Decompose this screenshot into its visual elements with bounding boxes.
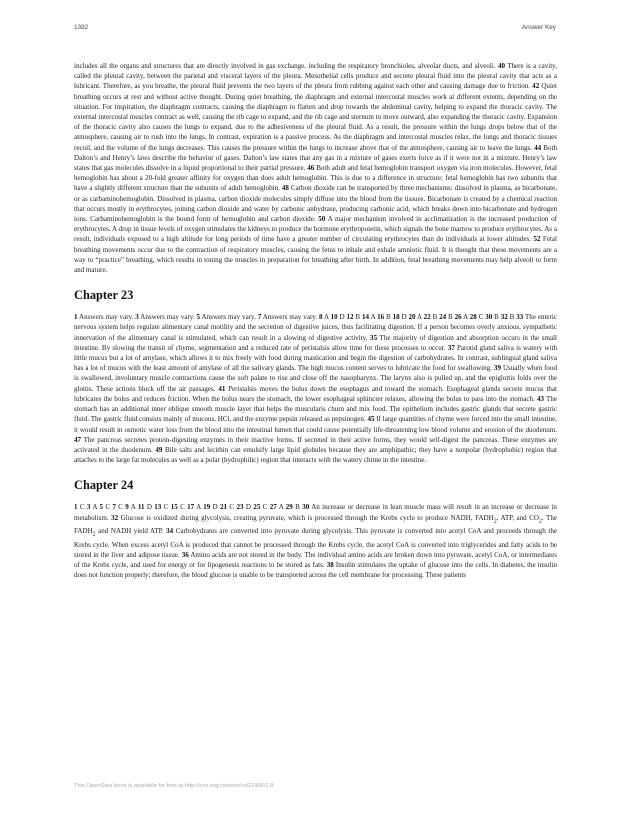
answer-text: Answers may vary.: [138, 313, 197, 322]
answer-number: 30: [302, 503, 310, 512]
answer-number: 7: [257, 313, 262, 322]
answer-number: 40: [497, 62, 505, 70]
answer-text: The enteric nervous system helps regulate alimentary canal motility and the secretion of digestive juices, thus facilitating digestion. If a person becomes overly anxious, sympathetic innervation of the alimentary canal is stimulated, which can result in a slowing of digestive activity.: [74, 313, 557, 342]
chapter-23-heading: Chapter 23: [74, 288, 134, 303]
answer-number: 34: [166, 527, 174, 536]
answer-number: 26: [454, 313, 462, 322]
answer-text: B: [353, 313, 362, 322]
answer-number: 33: [516, 313, 524, 322]
answer-number: 23: [236, 503, 244, 512]
chapter-23-answers: [74, 312, 557, 465]
answer-number: 14: [361, 313, 370, 322]
answer-text: D: [243, 503, 254, 512]
answer-number: 45: [367, 415, 375, 424]
answer-number: 15: [170, 503, 178, 512]
answer-text: Bile salts and lecithin can emulsify large lipid globules because they are amphipathic; they have a nonpolar (hydrophobic) region that attaches to the large fat molecules as well as a polar (hydrophilic) region that interacts with the watery chime in the intestine.: [74, 445, 557, 465]
running-title: Answer Key: [521, 24, 556, 31]
answer-number: 32: [111, 513, 119, 522]
answer-number: 44: [534, 143, 542, 152]
answer-text: B: [384, 313, 393, 322]
answer-number: 22: [423, 313, 431, 322]
subscript: 2: [92, 531, 96, 538]
answer-text: C: [77, 503, 87, 512]
answer-number: 42: [532, 82, 540, 91]
answer-number: 19: [203, 503, 211, 512]
answer-number: 43: [536, 394, 545, 403]
answer-number: 36: [181, 550, 189, 559]
answer-number: 5: [99, 503, 103, 512]
answer-text: D: [144, 503, 155, 512]
answer-text: C: [102, 503, 113, 512]
answer-text: C: [227, 503, 237, 512]
answer-text: B: [492, 313, 501, 322]
answer-text: . The FADH: [74, 513, 557, 536]
answer-number: 52: [533, 235, 541, 244]
answer-number: 48: [281, 184, 289, 193]
answer-text: Peristalsis moves the bolus down the esophagus and toward the stomach. Esophageal glands secrete mucus that lubricates the bolus and reduces friction. When the bolus nears the stomach, the lower esophageal sphincter relaxes, allowing the bolus to pass into the stomach.: [74, 384, 558, 403]
answer-number: 20: [408, 313, 416, 322]
answer-text: Answers may vary.: [77, 313, 136, 322]
answer-text: C: [260, 503, 270, 512]
answer-text: includes all the organs and structures that are directly involved in gas exchange, including the respiratory bronchioles, alveolar ducts, and alveoli.: [74, 62, 498, 70]
answer-number: 28: [469, 313, 477, 322]
answer-number: 39: [493, 364, 501, 373]
answer-text: C: [161, 503, 171, 512]
answer-number: 47: [74, 435, 82, 444]
answer-number: 35: [370, 333, 378, 342]
answer-number: 16: [377, 313, 385, 322]
answer-number: 11: [137, 503, 145, 512]
answer-text: B: [507, 313, 517, 322]
answer-text: Both Dalton’s and Henry’s laws describe the behavior of gases. Dalton’s law states that any gas in a mixture of gases exerts force as if it were not in a mixture. Henry’s law states that gas molecules dissolve in a liquid proportional to their partial pressure.: [74, 143, 558, 173]
answer-number: 12: [346, 313, 354, 322]
answer-text: An increase or decrease in lean muscle mass will result in an increase or decrease in metabolism.: [74, 503, 557, 522]
page-header: [74, 24, 556, 36]
answer-number: 17: [187, 503, 195, 512]
answer-text: Usually when food is swallowed, involuntary muscle contractions cause the soft palate to rise and close off the nasopharynx. The larynx also is pulled up, and the epiglottis folds over the glottis. These actions block off the air passages.: [74, 364, 557, 393]
answer-text: If large quantities of chyme were forced into the small intestine, it would result in osmotic water loss from the blood into the intestinal lumen that could cause potentially life-threatening low blood volume and erosion of the duodenum.: [74, 415, 557, 434]
answer-text: Quiet breathing occurs at rest and without active thought. During quiet breathing, the diaphragm and external intercostal muscles work at different extents, depending on the situation. For inspiration, the diaphragm contracts, causing the diaphragm to flatten and drop towards the abdominal cavity, helping to expand the thoracic cavity. The external intercostal muscles contract as well, causing the rib cage to expand, and the rib cage and sternum to move outward, also expanding the thoracic cavity. Expansion of the thoracic cavity also causes the lungs to expand, due to the adhesiveness of the pleural fluid. As a result, the pressure within the lungs drops below that of the atmosphere, causing air to rush into the lungs. In contrast, expiration is a passive process. As the diaphragm and intercostal muscles relax, the lungs and thoracic tissues recoil, and the volume of the lungs decreases. This causes the pressure within the lungs to increase above that of the atmosphere, causing air to leave the lungs.: [74, 82, 557, 152]
answer-number: 50: [318, 215, 326, 224]
answer-text: A: [415, 313, 424, 322]
answer-text: The stomach has an additional inner oblique smooth muscle layer that helps the muscularis churn and mix food. The epithelium includes gastric glands that secrete gastric fluid. The gastric fluid consists mainly of mucous, HCl, and the enzyme pepsin released as pepsinogen.: [74, 394, 557, 424]
answer-number: 46: [307, 164, 315, 173]
answer-number: 3: [135, 313, 139, 322]
chapter-24-heading: Chapter 24: [74, 478, 134, 493]
answer-number: 3: [86, 503, 91, 512]
page-footer: This OpenStax book is available for free at http://cnx.org/content/col11496/1.8: [74, 783, 274, 789]
answer-number: 13: [154, 503, 162, 512]
answer-text: , ATP, and CO: [496, 513, 539, 522]
answer-text: B: [430, 313, 440, 322]
answer-text: C: [476, 313, 486, 322]
answer-number: 38: [326, 561, 334, 570]
answer-text: Fetal breathing movements occur due to the contraction of respiratory muscles, causing the fetus to inhale and exhale amniotic fluid. It is thought that these movements are a way to “practice” breathing, which results in toning the muscles in preparation for breathing after birth. In addition, fetal breathing movements may help alveoli to form and mature.: [74, 235, 558, 275]
answer-text: B: [292, 503, 303, 512]
answer-text: A: [276, 503, 286, 512]
answer-number: 24: [439, 313, 447, 322]
answer-text: C: [177, 503, 188, 512]
answer-number: 29: [285, 503, 293, 512]
answer-text: A: [461, 313, 470, 322]
answer-number: 30: [485, 313, 493, 322]
answer-number: 49: [155, 445, 163, 454]
answer-number: 41: [218, 384, 226, 393]
answer-text: Parotid gland saliva is watery with little mucus but a lot of amylase, which allows it to mix freely with food during mastication and begin the digestion of carbohydrates. In contrast, sublingual gland saliva has a lot of mucus with the least amount of amylase of all the salivary glands. The high mucus content serves to lubricate the food for swallowing.: [74, 343, 557, 373]
subscript: 2: [493, 517, 497, 524]
answer-text: Answers may vary.: [200, 313, 258, 322]
intro-paragraph: [74, 61, 557, 275]
answer-number: 8: [319, 313, 323, 322]
answer-number: 18: [392, 313, 400, 322]
answer-number: 32: [500, 313, 508, 322]
subscript: 2: [538, 517, 542, 524]
answer-number: 1: [74, 313, 78, 322]
answer-number: 27: [269, 503, 277, 512]
answer-text: A: [322, 313, 331, 322]
page-content: [74, 61, 557, 581]
answer-number: 5: [196, 313, 201, 322]
answer-text: The pancreas secretes protein-digesting enzymes in their inactive forms. If secreted in their active forms, they would self-digest the pancreas. These enzymes are activated in the duodenum.: [74, 435, 557, 454]
answer-text: Answers may vary.: [261, 313, 319, 322]
answer-text: D: [337, 313, 347, 322]
answer-text: Amino acids are not stored in the body. The individual amino acids are broken down into pyruvate, acetyl CoA, or intermediates of the Krebs cycle, and used for energy or for lipogenesis reactions to be stored as fats.: [74, 550, 557, 570]
answer-text: A: [369, 313, 378, 322]
answer-text: A: [128, 503, 138, 512]
answer-text: C: [115, 503, 126, 512]
answer-text: There is a cavity, called the pleural cavity, between the parietal and visceral layers of the pleura. Mesothelial cells produce and secrete pleural fluid into the pleural cavity that acts as a lubricant. Therefore, as you breathe, the pleural fluid prevents the two layers of the pleura from rubbing against each other and causing damage due to friction.: [74, 62, 557, 91]
answer-text: B: [446, 313, 455, 322]
answer-number: 25: [253, 503, 261, 512]
answer-text: The majority of digestion and absorption occurs in the small intestine. By slowing the transit of chyme, segmentation and a reduced rate of peristalsis allow time for these processes to occur.: [74, 333, 557, 352]
answer-text: Both adult and fetal hemoglobin transport oxygen via iron molecules. However, fetal hemoglobin has about a 20-fold greater affinity for oxygen than does adult hemoglobin. This is due to a difference in structure; fetal hemoglobin has two subunits that have a slightly different structure than the subunits of adult hemoglobin.: [74, 164, 557, 193]
answer-number: 37: [447, 343, 455, 352]
answer-text: A: [194, 503, 204, 512]
answer-text: Carbohydrates are converted into pyruvate during glycolysis. This pyruvate is converted into acetyl CoA and proceeds through the Krebs cycle. When excess acetyl CoA is produced that cannot be processed through the Krebs cycle, the acetyl CoA is converted into triglycerides and fatty acids to be stored in the liver and adipose tissue.: [74, 527, 557, 559]
answer-number: 10: [330, 313, 338, 322]
answer-number: 21: [220, 503, 228, 512]
answer-text: and NADH yield ATP.: [95, 527, 167, 536]
answer-text: D: [399, 313, 409, 322]
answer-text: A major mechanism involved in acclimatization is the increased production of erythrocytes. A drop in tissue levels of oxygen stimulates the kidneys to produce the hormone erythropoietin, which signals the bone marrow to produce erythrocytes. As a result, individuals exposed to a high altitude for long periods of time have a greater number of circulating erythrocytes than do individuals at lower altitudes.: [74, 215, 557, 244]
page-number: 1382: [74, 24, 89, 31]
answer-text: D: [210, 503, 221, 512]
answer-text: Insulin stimulates the uptake of glucose into the cells. In diabetes, the insulin does not function properly; therefore, the blood glucose is unable to be transported across the cell membrane for processing. These patients: [74, 561, 557, 580]
answer-text: Carbon dioxide can be transported by three mechanisms: dissolved in plasma, as bicarbonate, or as carbaminohemoglobin. Dissolved in plasma, carbon dioxide molecules simply diffuse into the blood from the tissues. Bicarbonate is created by a chemical reaction that occurs mostly in erythrocytes, joining carbon dioxide and water by carbonic anhydrase, producing carbonic acid, which breaks down into bicarbonate and hydrogen ions. Carbaminohemoglobin is the bound form of hemoglobin and carbon dioxide.: [74, 184, 557, 224]
answer-number: 1: [74, 503, 78, 512]
answer-text: Glucose is oxidized during glycolysis, creating pyruvate, which is processed through the Krebs cycle to produce NADH, FADH: [118, 513, 494, 522]
answer-number: 9: [125, 503, 129, 512]
chapter-24-answers: [74, 502, 557, 580]
answer-number: 7: [112, 503, 116, 512]
answer-text: A: [90, 503, 100, 512]
